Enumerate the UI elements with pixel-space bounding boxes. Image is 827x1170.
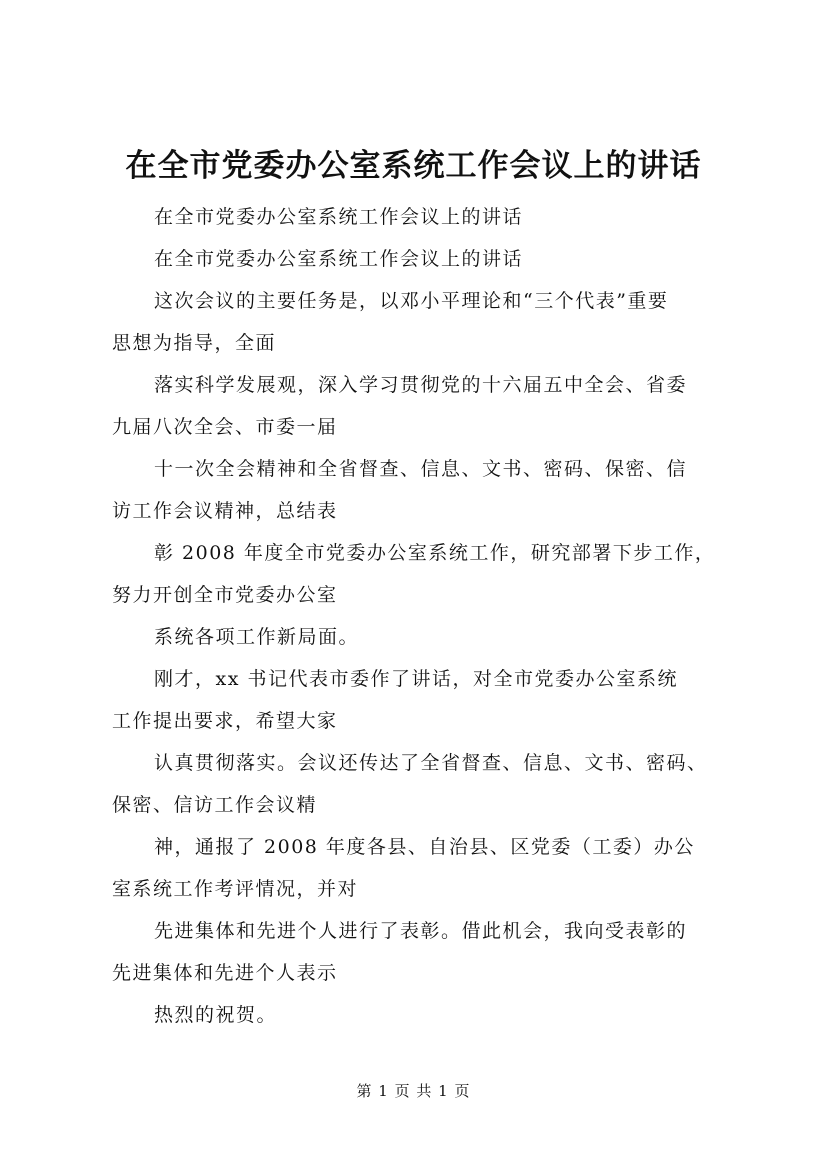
paragraph (112, 196, 732, 238)
paragraph-line: 这次会议的主要任务是，以邓小平理论和“三个代表”重要 (154, 290, 669, 312)
paragraph-line: 访工作会议精神，总结表 (112, 500, 338, 522)
paragraph-line: 落实科学发展观，深入学习贯彻党的十六届五中全会、省委 (154, 374, 688, 396)
paragraph-line: 彰 2008 年度全市党委办公室系统工作，研究部署下步工作， (154, 542, 716, 564)
document-body (112, 196, 732, 1036)
paragraph (112, 364, 732, 448)
paragraph-line: 保密、信访工作会议精 (112, 794, 318, 816)
paragraph-line: 先进集体和先进个人表示 (112, 962, 338, 984)
paragraph-line: 思想为指导，全面 (112, 332, 277, 354)
paragraph-line: 十一次全会精神和全省督查、信息、文书、密码、保密、信 (154, 458, 688, 480)
paragraph-line: 工作提出要求，希望大家 (112, 710, 338, 732)
paragraph (112, 994, 732, 1036)
paragraph (112, 238, 732, 280)
paragraph (112, 826, 732, 910)
paragraph-line: 在全市党委办公室系统工作会议上的讲话 (154, 206, 524, 228)
paragraph-line: 刚才，xx 书记代表市委作了讲话，对全市党委办公室系统 (154, 668, 678, 690)
paragraph (112, 742, 732, 826)
paragraph-line: 热烈的祝贺。 (154, 1004, 278, 1026)
paragraph (112, 280, 732, 364)
paragraph (112, 616, 732, 658)
paragraph-line: 系统各项工作新局面。 (154, 626, 360, 648)
paragraph (112, 448, 732, 532)
paragraph (112, 658, 732, 742)
paragraph-line: 在全市党委办公室系统工作会议上的讲话 (154, 248, 524, 270)
paragraph-line: 努力开创全市党委办公室 (112, 584, 338, 606)
document-title: 在全市党委办公室系统工作会议上的讲话 (125, 148, 702, 184)
paragraph-line: 先进集体和先进个人进行了表彰。借此机会，我向受表彰的 (154, 920, 688, 942)
paragraph-line: 室系统工作考评情况，并对 (112, 878, 359, 900)
paragraph-line: 神，通报了 2008 年度各县、自治县、区党委（工委）办公 (154, 836, 695, 858)
paragraph (112, 910, 732, 994)
paragraph-line: 九届八次全会、市委一届 (112, 416, 338, 438)
paragraph (112, 532, 732, 616)
paragraph-line: 认真贯彻落实。会议还传达了全省督查、信息、文书、密码、 (154, 752, 708, 774)
page-number: 第 1 页 共 1 页 (356, 1082, 471, 1100)
